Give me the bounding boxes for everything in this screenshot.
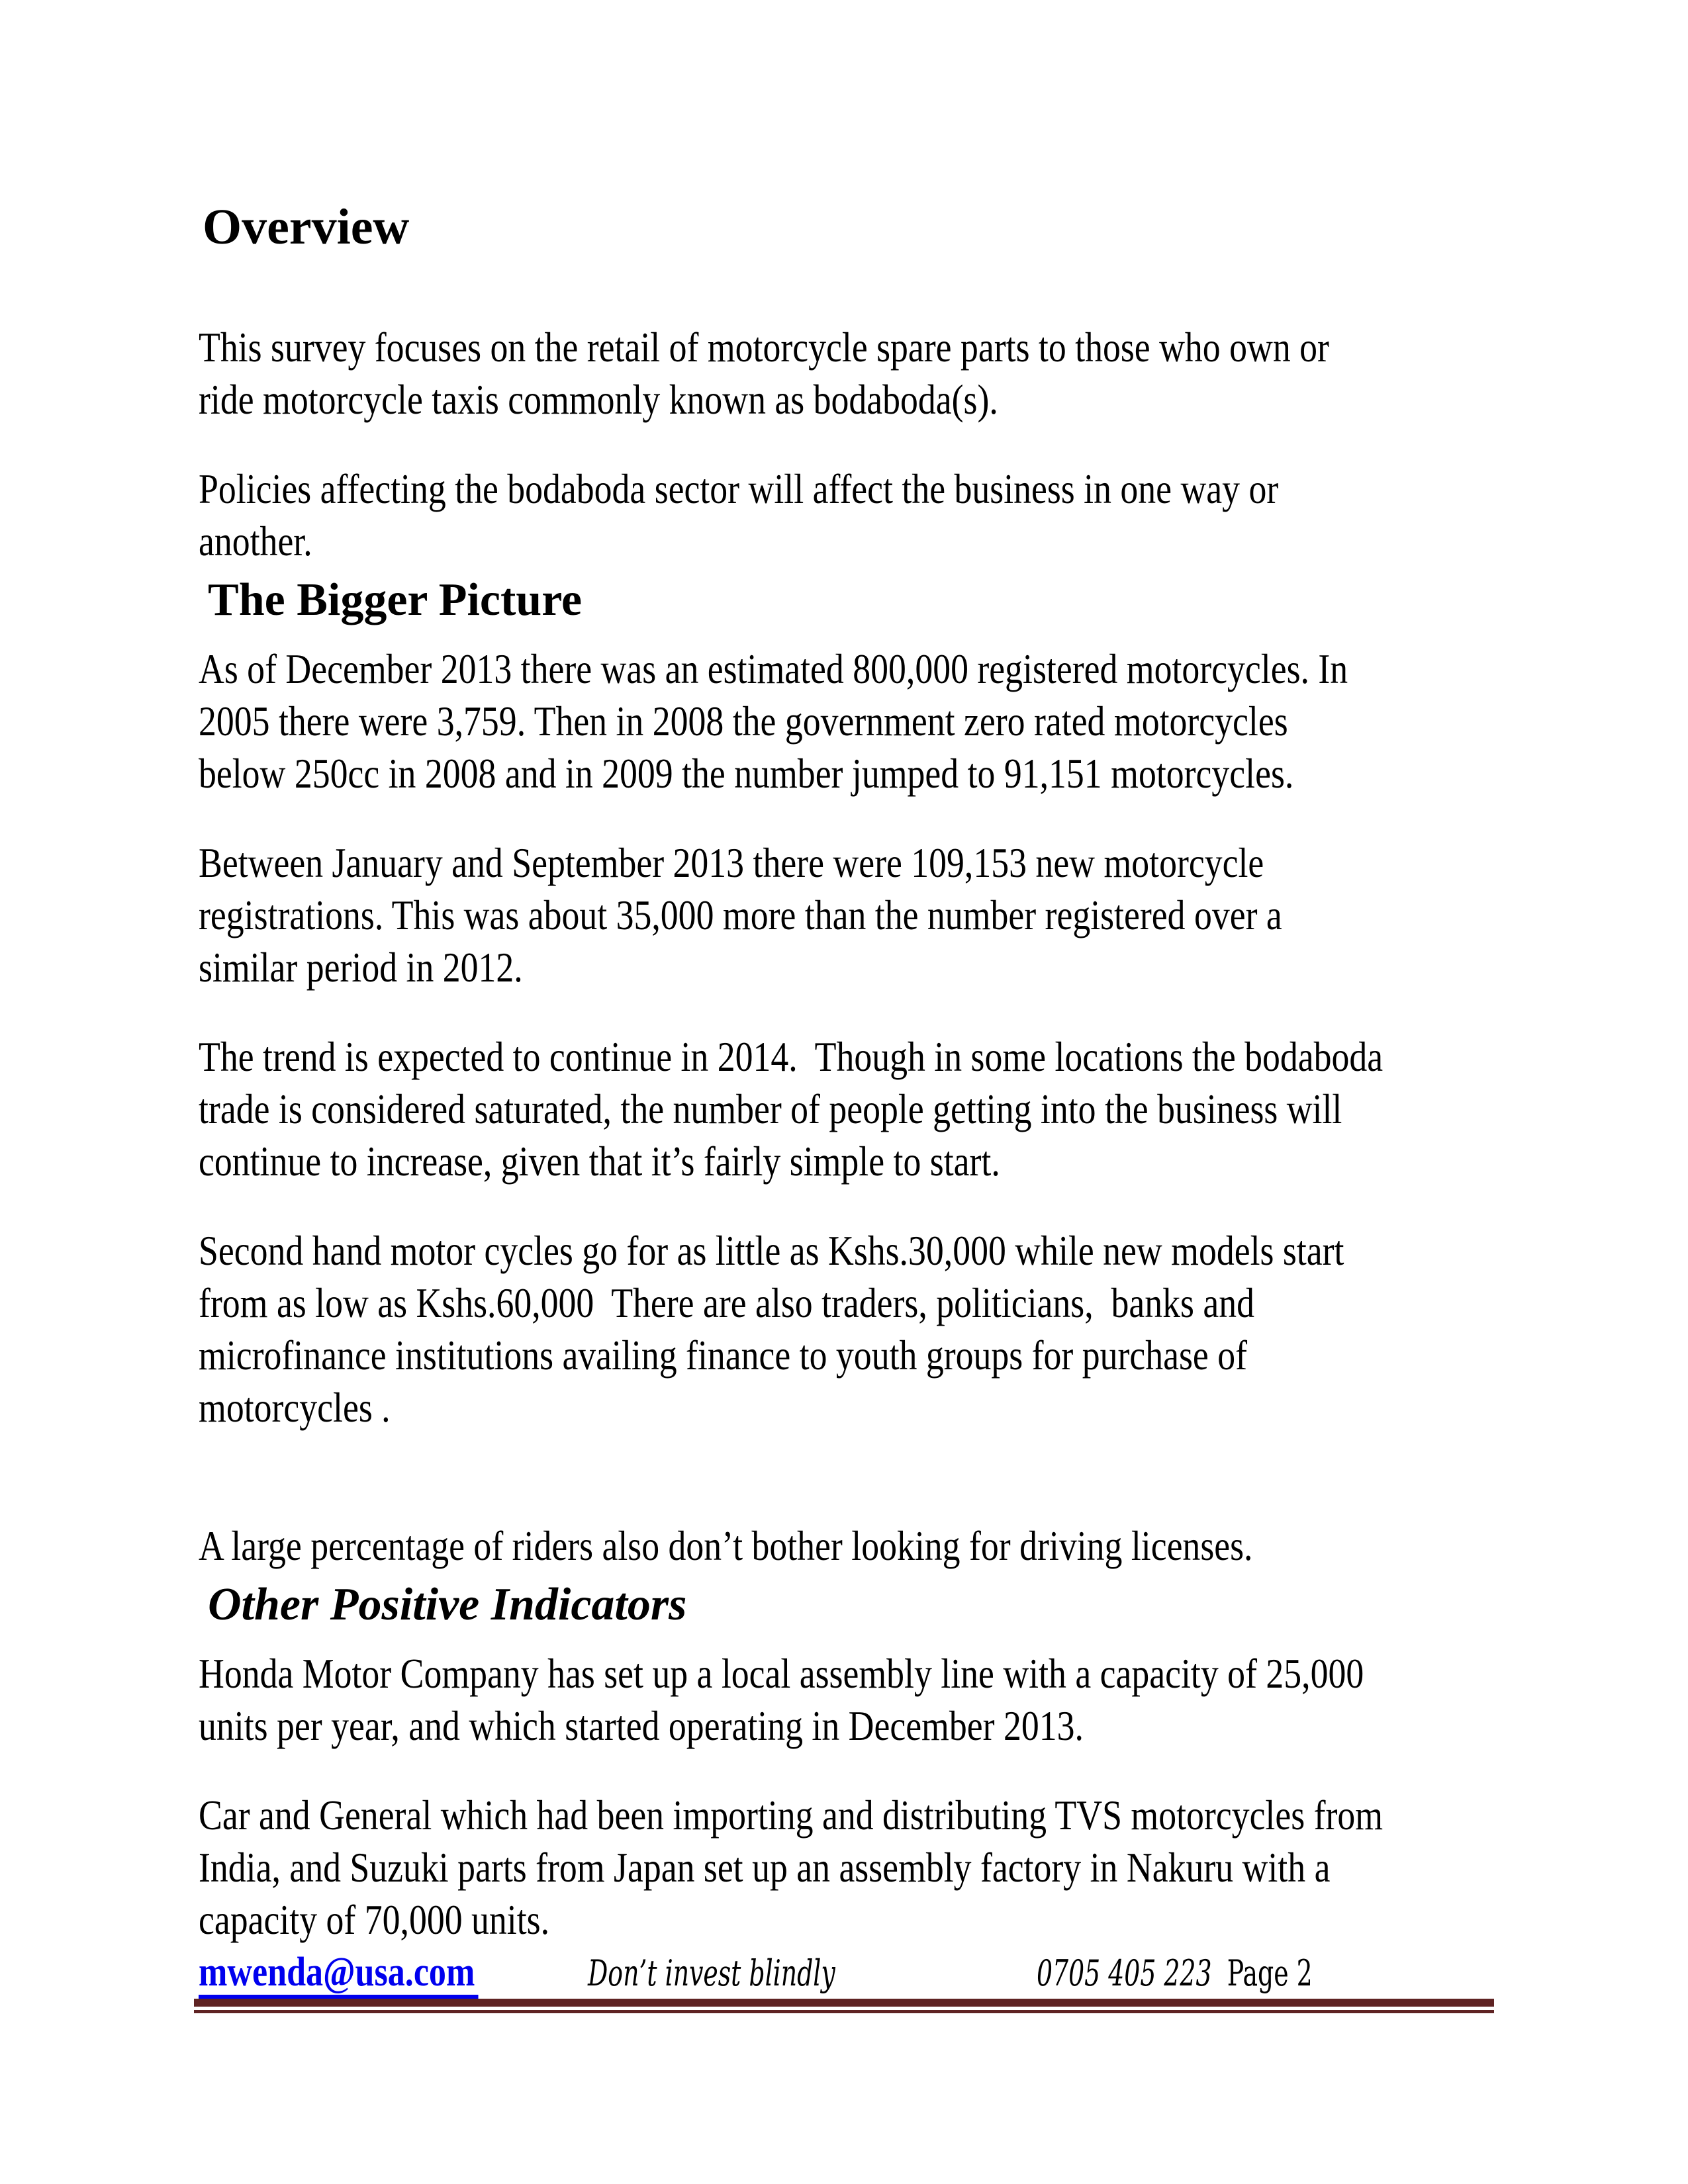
footer-rule-thick (194, 1999, 1494, 2007)
footer-phone-number: 0705 405 223 (1037, 1952, 1212, 1994)
document-body (199, 196, 1602, 1983)
footer-phone-page (1037, 1954, 1313, 1993)
footer-email-link[interactable]: mwenda@usa.com (199, 1951, 478, 1999)
paragraph-trend-2014: The trend is expected to continue in 2014. Though in some locations the bodaboda trade is considered saturated, the number of people getting into the business will continue to increase, given that it’s fairly simple to start. (199, 1033, 1383, 1185)
paragraph-new-registrations: Between January and September 2013 there were 109,153 new motorcycle registrations. This was about 35,000 more than the number registered over a similar period in 2012. (199, 839, 1282, 991)
paragraph-honda-assembly: Honda Motor Company has set up a local assembly line with a capacity of 25,000 units per year, and which started operating in December 2013. (199, 1650, 1364, 1749)
paragraph-car-and-general: Car and General which had been importing and distributing TVS motorcycles from India, and Suzuki parts from Japan set up an assembly factory in Nakuru with a capacity of 70,000 units. (199, 1792, 1383, 1943)
page-title: Overview (203, 199, 410, 255)
section-heading-other-positive-indicators: Other Positive Indicators (208, 1579, 687, 1630)
section-heading-bigger-picture: The Bigger Picture (208, 574, 583, 625)
footer-rule-thin (194, 2010, 1494, 2013)
page-footer (199, 1951, 1496, 1999)
paragraph-driving-licenses: A large percentage of riders also don’t bother looking for driving licenses. (199, 1522, 1253, 1569)
paragraph-survey-focus: This survey focuses on the retail of motorcycle spare parts to those who own or ride motorcycle taxis commonly known as bodaboda(s). (199, 324, 1329, 423)
paragraph-second-hand-prices: Second hand motor cycles go for as little as Kshs.30,000 while new models start from as low as Kshs.60,000 There are also traders, politicians, banks and microfinance institutions availing finance to youth groups for purchase of motorcycles . (199, 1227, 1344, 1431)
footer-page-number: Page 2 (1227, 1952, 1313, 1994)
paragraph-policies: Policies affecting the bodaboda sector will affect the business in one way or another. (199, 465, 1279, 565)
paragraph-registered-motorcycles: As of December 2013 there was an estimated 800,000 registered motorcycles. In 2005 there were 3,759. Then in 2008 the government zero rated motorcycles below 250cc in 2008 and in 2009 the number jumped to 91,151 motorcycles. (199, 645, 1348, 797)
footer-motto: Don’t invest blindly (588, 1952, 835, 1994)
